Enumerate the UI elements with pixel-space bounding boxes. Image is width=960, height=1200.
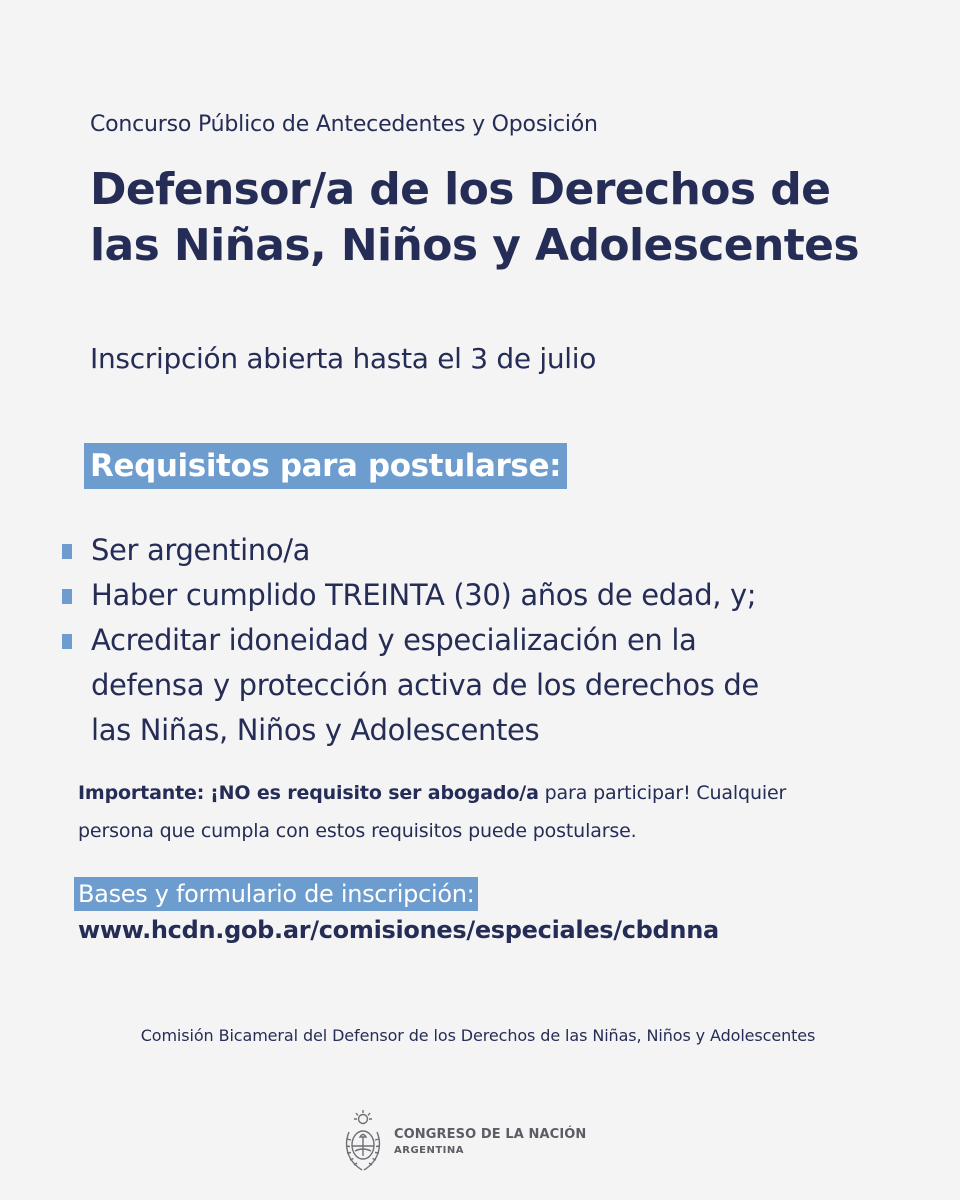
requirement-item-expertise [62, 618, 942, 753]
requirements-list [62, 528, 942, 753]
square-bullet-icon [62, 589, 72, 604]
logo-text [394, 1127, 586, 1156]
square-bullet-icon [62, 544, 72, 559]
requirements-heading: Requisitos para postularse: [84, 443, 567, 489]
important-note [78, 774, 898, 850]
argentina-coat-of-arms-icon [340, 1106, 386, 1176]
requirement-text-line-1: Acreditar idoneidad y especialización en la [91, 623, 697, 657]
requirement-item-nationality [62, 528, 942, 573]
contest-subtitle: Concurso Público de Antecedentes y Oposición [90, 112, 598, 137]
requirement-item-age [62, 573, 942, 618]
square-bullet-icon [62, 634, 72, 649]
logo-line-2: ARGENTINA [394, 1144, 464, 1156]
commission-footer: Comisión Bicameral del Defensor de los Derechos de las Niñas, Niños y Adolescentes [140, 1026, 816, 1045]
registration-deadline: Inscripción abierta hasta el 3 de julio [90, 342, 597, 375]
bases-label: Bases y formulario de inscripción: [74, 877, 478, 911]
note-line-2: persona que cumpla con estos requisitos puede postularse. [78, 820, 637, 842]
note-label: Importante: [78, 782, 205, 804]
requirement-text-line-2: defensa y protección activa de los derechos de [91, 668, 759, 702]
registration-url-link[interactable]: www.hcdn.gob.ar/comisiones/especiales/cbdnna [78, 916, 719, 944]
title-line-2: las Niñas, Niños y Adolescentes [90, 220, 859, 271]
requirement-text: Ser argentino/a [91, 533, 311, 567]
requirement-text-line-3: las Niñas, Niños y Adolescentes [91, 713, 540, 747]
page-title [90, 162, 930, 274]
title-line-1: Defensor/a de los Derechos de [90, 164, 831, 215]
note-emphasis: ¡NO es requisito ser abogado/a [210, 782, 539, 804]
note-rest: para participar! Cualquier [538, 782, 787, 804]
congreso-logo [340, 1106, 586, 1176]
logo-line-1: CONGRESO DE LA NACIÓN [394, 1126, 587, 1142]
requirement-text: Haber cumplido TREINTA (30) años de edad, y; [91, 578, 757, 612]
note-line-1 [78, 774, 898, 812]
